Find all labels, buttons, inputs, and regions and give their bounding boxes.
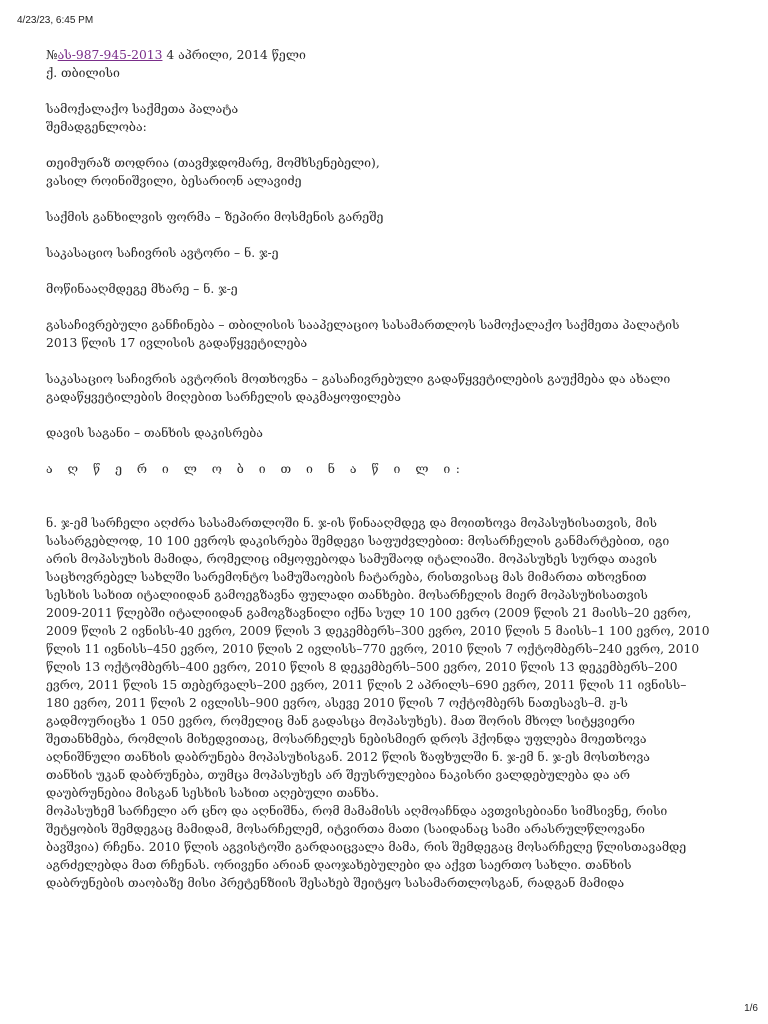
- body-line: 2009 წლის 2 ივნისს-40 ევრო, 2009 წლის 3 დეკემბერს–300 ევრო, 2010 წლის 5 მაისს–1 100 ევრო, 2010: [46, 624, 710, 638]
- body-line: ევრო, 2011 წლის 15 თებერვალს–200 ევრო, 2011 წლის 2 აპრილს–690 ევრო, 2011 წლის 11 ივნისს–: [46, 678, 687, 692]
- appeal-author-line: საკასაციო საჩივრის ავტორი – ნ. ჯ-ე: [46, 246, 279, 260]
- body-line: ბავშვია) რჩენა. 2010 წლის აგვისტოში გარდაიცვალა მამა, რის შემდეგაც მოსარჩელე წლისთავამდე: [46, 840, 687, 854]
- case-header: [46, 46, 726, 64]
- request-line-2: გადაწყვეტილების მიღებით სარჩელის დაკმაყოფილება: [46, 390, 401, 404]
- body-line: მოპასუხემ სარჩელი არ ცნო და აღნიშნა, რომ მამამისს აღმოაჩნდა ავთვისებიანი სიმსივნე, რისი: [46, 804, 668, 818]
- body-line: აგრძელებდა მათ რჩენას. ორივენი არიან დაოჯახებულები და აქვთ საერთო სახლი. თანხის: [46, 858, 632, 872]
- city-line: ქ. თბილისი: [46, 66, 120, 80]
- body-line: არის მოპასუხის მამიდა, რომელიც იმყოფებოდა სამუშაოდ იტალიაში. მოპასუხეს სურდა თავის: [46, 552, 657, 566]
- body-paragraphs: [46, 514, 726, 892]
- body-line: საცხოვრებელ სახლში სარემონტო სამუშაოების ჩატარება, რისთვისაც მას მიმართა თხოვნით: [46, 570, 647, 584]
- case-number-prefix: №: [46, 48, 58, 62]
- body-line: თანხის უკან დაბრუნება, თუმცა მოპასუხეს არ შეუსრულებია ნაკისრი ვალდებულება და არ: [46, 768, 631, 782]
- chamber-line: სამოქალაქო საქმეთა პალატა: [46, 102, 239, 116]
- body-line: შეტყობის შემდეგაც მამიდამ, მოსარჩელემ, იტვირთა მათი (საიდანაც სამი არასრულწლოვანი: [46, 822, 645, 836]
- body-line: აღნიშნული თანხის დაბრუნება მოპასუხისგან. 2012 წლის ზაფხულში ნ. ჯ-ემ ნ. ჯ-ეს მოსთხოვა: [46, 750, 650, 764]
- appealed-ruling-line-1: გასაჩივრებული განჩინება – თბილისის სააპელაციო სასამართლოს სამოქალაქო საქმეთა პალატის: [46, 318, 680, 332]
- judges-line-1: თეიმურაზ თოდრია (თავმჯდომარე, მომხსენებელი),: [46, 156, 380, 170]
- body-line: წლის 11 ივნისს–450 ევრო, 2010 წლის 2 ივლისს–770 ევრო, 2010 წლის 7 ოქტომბერს–240 ევრო, 2010: [46, 642, 700, 656]
- opponent-line: მოწინააღმდეგე მხარე – ნ. ჯ-ე: [46, 282, 238, 296]
- body-line: დაუბრუნებია მისგან სესხის სახით აღებული თანხა.: [46, 786, 380, 800]
- body-line: სესხის სახით იტალიიდან გამოეგზავნა ფულადი თანხები. მოსარჩელის მიერ მოპასუხისათვის: [46, 588, 648, 602]
- body-line: წლის 13 ოქტომბერს–400 ევრო, 2010 წლის 8 დეკემბერს–500 ევრო, 2010 წლის 13 დეკემბერს–200: [46, 660, 678, 674]
- case-number-link[interactable]: ას-987-945-2013: [57, 48, 163, 62]
- body-line: 180 ევრო, 2011 წლის 2 ივლისს–900 ევრო, ასევე 2010 წლის 7 ოქტომბერს ნათესავს–მ. ჟ-ს: [46, 696, 628, 710]
- body-line: სასარგებლოდ, 10 100 ევროს დაკისრება შემდეგი საფუძვლებით: მოსარჩელის განმარტებით, იგი: [46, 534, 670, 548]
- hearing-form-line: საქმის განხილვის ფორმა – ზეპირი მოსმენის გარეშე: [46, 210, 384, 224]
- case-date: 4 აპრილი, 2014 წელი: [162, 48, 306, 62]
- body-line: დაბრუნების თაობაზე მისი პრეტენზიის შესახებ შეიტყო სასამართლოსგან, რადგან მამიდა: [46, 876, 625, 890]
- page-number: 1/6: [744, 1003, 758, 1014]
- print-timestamp: 4/23/23, 6:45 PM: [17, 15, 94, 26]
- appealed-ruling-line-2: 2013 წლის 17 ივლისის გადაწყვეტილება: [46, 336, 308, 350]
- dispute-subject-line: დავის საგანი – თანხის დაკისრება: [46, 426, 263, 440]
- request-line-1: საკასაციო საჩივრის ავტორის მოთხოვნა – გასაჩივრებული გადაწყვეტილების გაუქმება და ახალი: [46, 372, 671, 386]
- section-heading: ა ღ წ ე რ ი ლ ო ბ ი თ ი ნ ა წ ი ლ ი:: [46, 462, 466, 476]
- body-line: გადმოურიცხა 1 050 ევრო, რომელიც მან გადასცა მოპასუხეს). მათ შორის მხოლ სიტყვიერი: [46, 714, 635, 728]
- document-body: [46, 46, 726, 892]
- composition-line: შემადგენლობა:: [46, 120, 147, 134]
- judges-line-2: ვასილ როინიშვილი, ბესარიონ ალავიძე: [46, 174, 302, 188]
- body-line: 2009-2011 წლებში იტალიიდან გამოგზავნილი იქნა სულ 10 100 ევრო (2009 წლის 21 მაისს–20 ევრო,: [46, 606, 692, 620]
- body-line: შეთანხმება, რომლის მიხედვითაც, მოსარჩელეს ნებისმიერ დროს ჰქონდა უფლება მოეთხოვა: [46, 732, 647, 746]
- body-line: ნ. ჯ-ემ სარჩელი აღძრა სასამართლოში ნ. ჯ-ის წინააღმდეგ და მოითხოვა მოპასუხისათვის, მის: [46, 516, 657, 530]
